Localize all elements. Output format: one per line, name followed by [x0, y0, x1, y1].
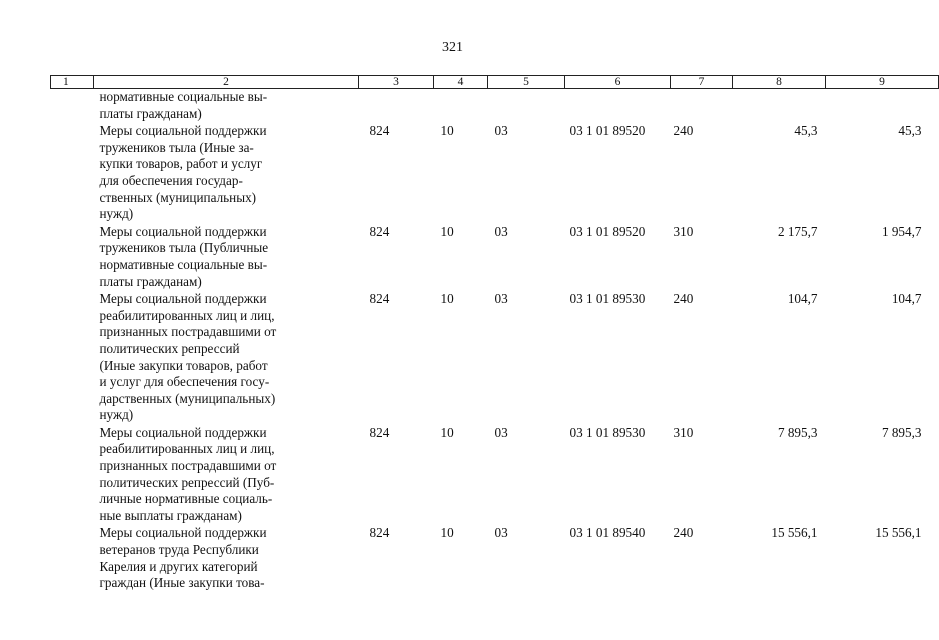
cell-col1 [51, 89, 94, 124]
cell-amount-year1: 2 175,7 [777, 223, 818, 239]
column-header-2: 2 [94, 76, 359, 89]
cell-description: Меры социальной поддержки ветеранов труда Республики Карелия и других категорий граждан (Иные закупки това- [99, 525, 267, 591]
cell-subsection-code: 03 [494, 291, 508, 307]
cell-section-code: 10 [440, 123, 454, 139]
column-header-6: 6 [565, 76, 671, 89]
column-header-7: 7 [671, 76, 733, 89]
table-row [51, 525, 939, 592]
cell-target-article: 03 1 01 89530 [569, 424, 646, 440]
cell-target-article: 03 1 01 89530 [569, 291, 646, 307]
cell-amount-year2: 45,3 [898, 123, 922, 139]
cell-col1 [51, 224, 94, 291]
cell-amount-year1 [733, 89, 826, 124]
cell-col1 [51, 525, 94, 592]
cell-target-article: 03 1 01 89520 [569, 123, 646, 139]
cell-target-article [565, 89, 671, 124]
column-number-row [51, 76, 939, 89]
column-header-8: 8 [733, 76, 826, 89]
cell-description: Меры социальной поддержки тружеников тыла (Иные за- купки товаров, работ и услуг для обеспечения государ- ственных (муниципальных) нужд) [99, 123, 267, 222]
cell-expense-type: 240 [673, 291, 694, 307]
cell-section-code [434, 89, 488, 124]
cell-amount-year2: 7 895,3 [881, 424, 922, 440]
cell-amount-year1: 104,7 [787, 291, 818, 307]
cell-amount-year2: 15 556,1 [875, 525, 922, 541]
cell-col1 [51, 291, 94, 425]
cell-amount-year1: 15 556,1 [771, 525, 818, 541]
cell-department-code: 824 [369, 123, 390, 139]
cell-subsection-code: 03 [494, 223, 508, 239]
column-header-4: 4 [434, 76, 488, 89]
table-row [51, 123, 939, 224]
cell-expense-type: 240 [673, 123, 694, 139]
cell-department-code: 824 [369, 223, 390, 239]
cell-amount-year2: 1 954,7 [881, 223, 922, 239]
cell-amount-year1: 45,3 [794, 123, 818, 139]
page-number: 321 [442, 40, 463, 55]
table-row [51, 224, 939, 291]
column-header-5: 5 [488, 76, 565, 89]
cell-department-code: 824 [369, 525, 390, 541]
cell-subsection-code: 03 [494, 123, 508, 139]
cell-section-code: 10 [440, 223, 454, 239]
table-row [51, 425, 939, 526]
cell-expense-type: 240 [673, 525, 694, 541]
cell-target-article: 03 1 01 89520 [569, 223, 646, 239]
table-row [51, 89, 939, 124]
column-header-9: 9 [826, 76, 939, 89]
table-header [51, 76, 939, 89]
cell-section-code: 10 [440, 291, 454, 307]
cell-expense-type [671, 89, 733, 124]
cell-section-code: 10 [440, 424, 454, 440]
table-body [51, 89, 939, 593]
budget-table [50, 75, 939, 593]
cell-description: нормативные социальные вы- платы гражданам) [99, 89, 268, 121]
cell-subsection-code: 03 [494, 424, 508, 440]
cell-expense-type: 310 [673, 424, 694, 440]
cell-subsection-code: 03 [494, 525, 508, 541]
table-row [51, 291, 939, 425]
column-header-3: 3 [359, 76, 434, 89]
cell-department-code: 824 [369, 291, 390, 307]
cell-subsection-code [488, 89, 565, 124]
cell-col1 [51, 425, 94, 526]
column-header-1: 1 [51, 76, 94, 89]
cell-target-article: 03 1 01 89540 [569, 525, 646, 541]
cell-amount-year2 [826, 89, 939, 124]
cell-department-code [359, 89, 434, 124]
cell-col1 [51, 123, 94, 224]
cell-section-code: 10 [440, 525, 454, 541]
cell-expense-type: 310 [673, 223, 694, 239]
cell-department-code: 824 [369, 424, 390, 440]
cell-description: Меры социальной поддержки реабилитированных лиц и лиц, признанных пострадавшими от политических репрессий (Иные закупки товаров, работ и услуг для обеспечения госу- дарственных (муниципальных) нужд) [99, 291, 277, 423]
cell-amount-year1: 7 895,3 [777, 424, 818, 440]
cell-amount-year2: 104,7 [891, 291, 922, 307]
cell-description: Меры социальной поддержки реабилитированных лиц и лиц, признанных пострадавшими от политических репрессий (Пуб- личные нормативные социаль- ные выплаты гражданам) [99, 424, 277, 523]
cell-description: Меры социальной поддержки тружеников тыла (Публичные нормативные социальные вы- платы гражданам) [99, 223, 269, 289]
